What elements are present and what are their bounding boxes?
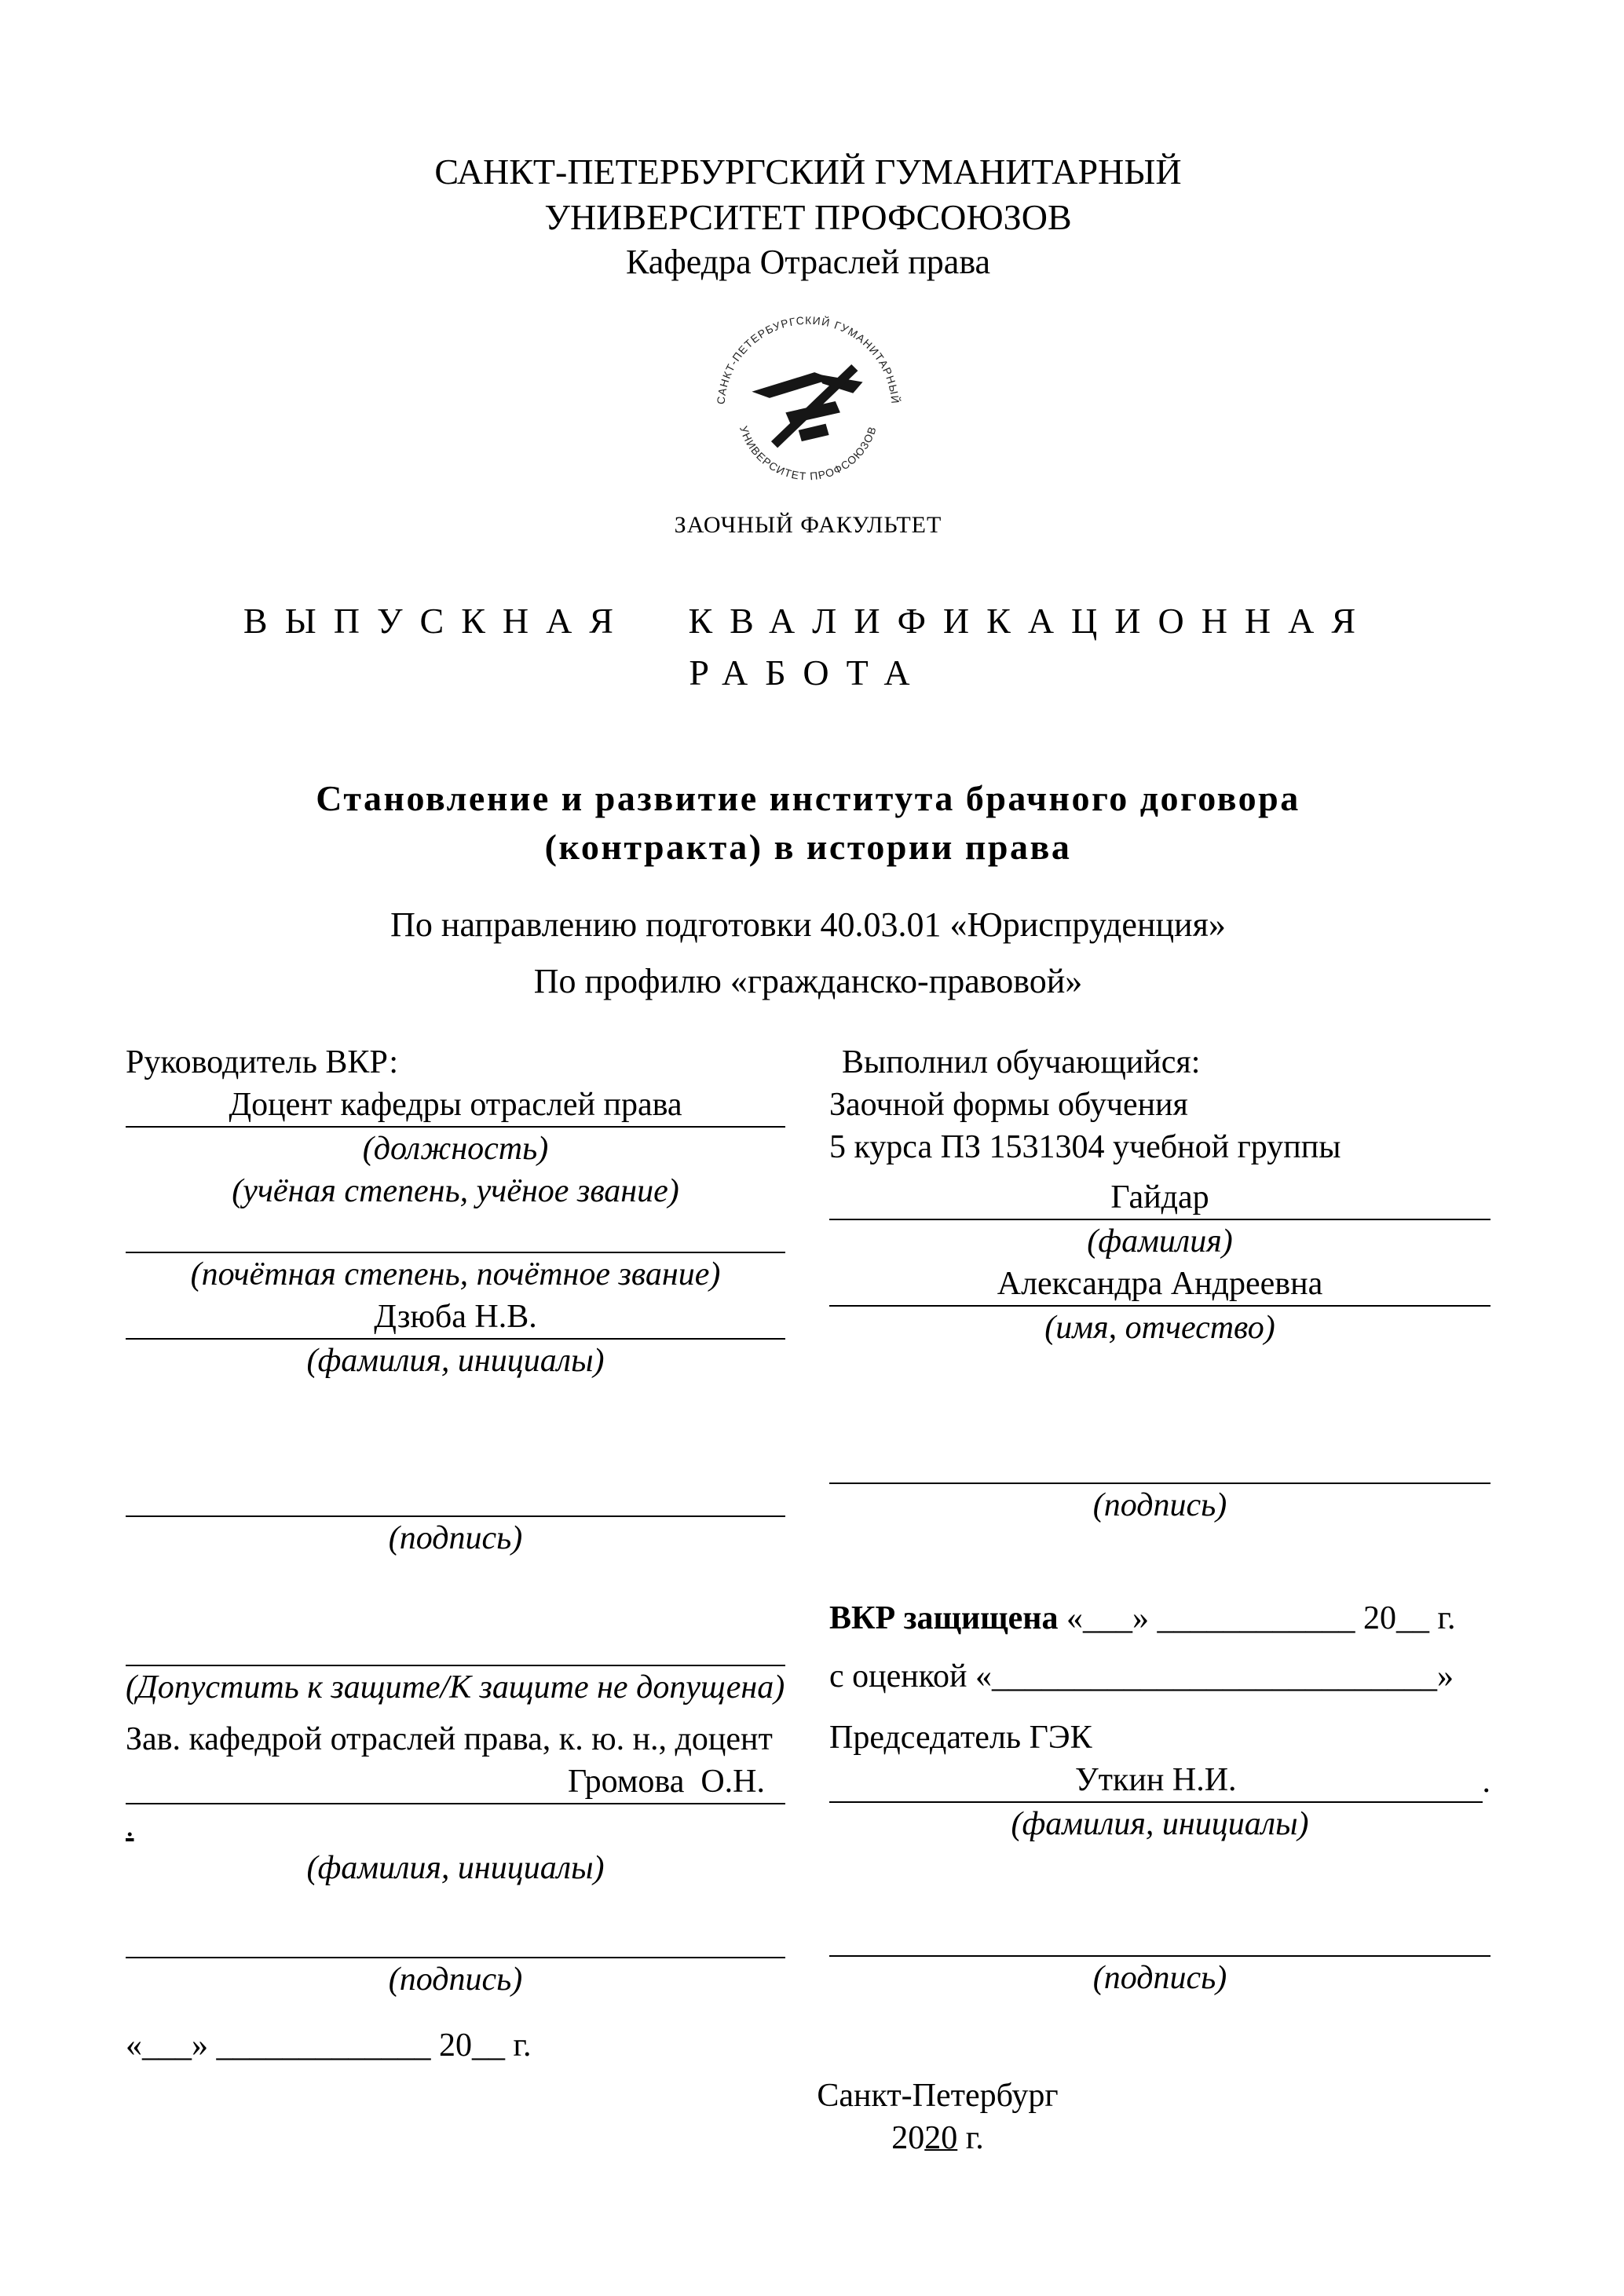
supervisor-column	[126, 1041, 785, 2067]
footer-year-suffix: г.	[957, 2120, 984, 2156]
svg-text:САНКТ-ПЕТЕРБУРГСКИЙ ГУМАНИТАРН	[715, 314, 903, 405]
defense-date-blanks: «___» ____________ 20__ г.	[1058, 1600, 1456, 1636]
footer-city: Санкт-Петербург	[817, 2078, 1059, 2114]
chairman-signature-line	[829, 1916, 1490, 1957]
footer-year-first: 20	[891, 2120, 925, 2156]
head-signature-line	[126, 1918, 785, 1958]
chairman-name-row	[829, 1759, 1490, 1803]
program-direction: По направлению подготовки 40.03.01 «Юриспруденция»	[390, 905, 1226, 944]
honorary-degree-line	[126, 1212, 785, 1253]
footer-year-underlined: 20	[924, 2120, 958, 2156]
student-name-caption: (имя, отчество)	[1044, 1310, 1275, 1346]
chairman-signature-caption: (подпись)	[1092, 1960, 1227, 1996]
work-type-line1: ВЫПУСКНАЯ КВАЛИФИКАЦИОННАЯ	[243, 601, 1373, 641]
university-logo-svg	[704, 297, 913, 506]
admission-note: (Допустить к защите/К защите не допущена)	[126, 1669, 785, 1706]
footer-year	[385, 2117, 1490, 2159]
work-type-heading	[126, 595, 1490, 699]
admission-date-line: «___» _____________ 20__ г.	[126, 2027, 532, 2064]
supervisor-position-line: Доцент кафедры отраслей права	[126, 1084, 785, 1128]
head-name-caption: (фамилия, инициалы)	[306, 1850, 605, 1886]
logo-arc-bottom-text: УНИВЕРСИТЕТ ПРОФСОЮЗОВ	[737, 424, 880, 483]
student-signature-caption: (подпись)	[1092, 1487, 1227, 1523]
degree-caption: (учёная степень, учёное звание)	[232, 1173, 679, 1209]
thesis-title	[126, 774, 1490, 872]
thesis-title-line2: (контракта) в истории права	[544, 827, 1072, 867]
defense-defended-label: ВКР защищена	[829, 1600, 1059, 1636]
position-caption: (должность)	[362, 1131, 549, 1167]
chairman-trailing-dot: .	[1482, 1764, 1490, 1800]
head-name-wrap-dot: .	[126, 1808, 134, 1844]
student-name-line: Александра Андреевна	[829, 1263, 1490, 1307]
defense-grade-line: с оценкой «___________________________»	[829, 1658, 1454, 1695]
work-type-line2: РАБОТА	[689, 653, 927, 693]
program-profile: По профилю «гражданско-правовой»	[533, 962, 1083, 1000]
performed-by-label: Выполнил обучающийся:	[842, 1044, 1201, 1080]
chairman-label: Председатель ГЭК	[829, 1720, 1092, 1756]
university-name-line1: САНКТ-ПЕТЕРБУРГСКИЙ ГУМАНИТАРНЫЙ	[434, 152, 1182, 192]
faculty-name: ЗАОЧНЫЙ ФАКУЛЬТЕТ	[674, 512, 942, 538]
university-logo	[126, 297, 1490, 506]
thesis-title-line1: Становление и развитие института брачного договора	[316, 778, 1300, 818]
student-signature-line	[829, 1443, 1490, 1484]
head-name-line: Громова О.Н.	[126, 1760, 785, 1804]
supervisor-label: Руководитель ВКР:	[126, 1044, 399, 1080]
university-name-line2: УНИВЕРСИТЕТ ПРОФСОЮЗОВ	[544, 197, 1072, 237]
student-column	[829, 1041, 1490, 2067]
defense-date-line	[829, 1597, 1490, 1640]
logo-arc-top-text: САНКТ-ПЕТЕРБУРГСКИЙ ГУМАНИТАРНЫЙ	[714, 313, 902, 405]
footer	[126, 2075, 1490, 2159]
chairman-name-caption: (фамилия, инициалы)	[1011, 1806, 1309, 1842]
university-emblem	[752, 364, 862, 448]
department-name: Кафедра Отраслей права	[625, 243, 991, 281]
study-group: 5 курса ПЗ 1531304 учебной группы	[829, 1129, 1341, 1165]
supervisor-signature-caption: (подпись)	[388, 1520, 523, 1556]
honorary-caption: (почётная степень, почётное звание)	[190, 1256, 721, 1292]
signature-columns	[126, 1041, 1490, 2067]
chairman-name-line: Уткин Н.И.	[829, 1759, 1483, 1803]
supervisor-name-line: Дзюба Н.В.	[126, 1296, 785, 1340]
head-signature-caption: (подпись)	[388, 1961, 523, 1998]
admission-line	[126, 1625, 785, 1666]
student-surname-line: Гайдар	[829, 1176, 1490, 1220]
student-surname-caption: (фамилия)	[1087, 1223, 1233, 1260]
supervisor-name-caption: (фамилия, инициалы)	[306, 1343, 605, 1379]
study-form: Заочной формы обучения	[829, 1087, 1188, 1123]
supervisor-signature-line	[126, 1476, 785, 1517]
head-of-department-label: Зав. кафедрой отраслей права, к. ю. н., доцент	[126, 1721, 773, 1757]
